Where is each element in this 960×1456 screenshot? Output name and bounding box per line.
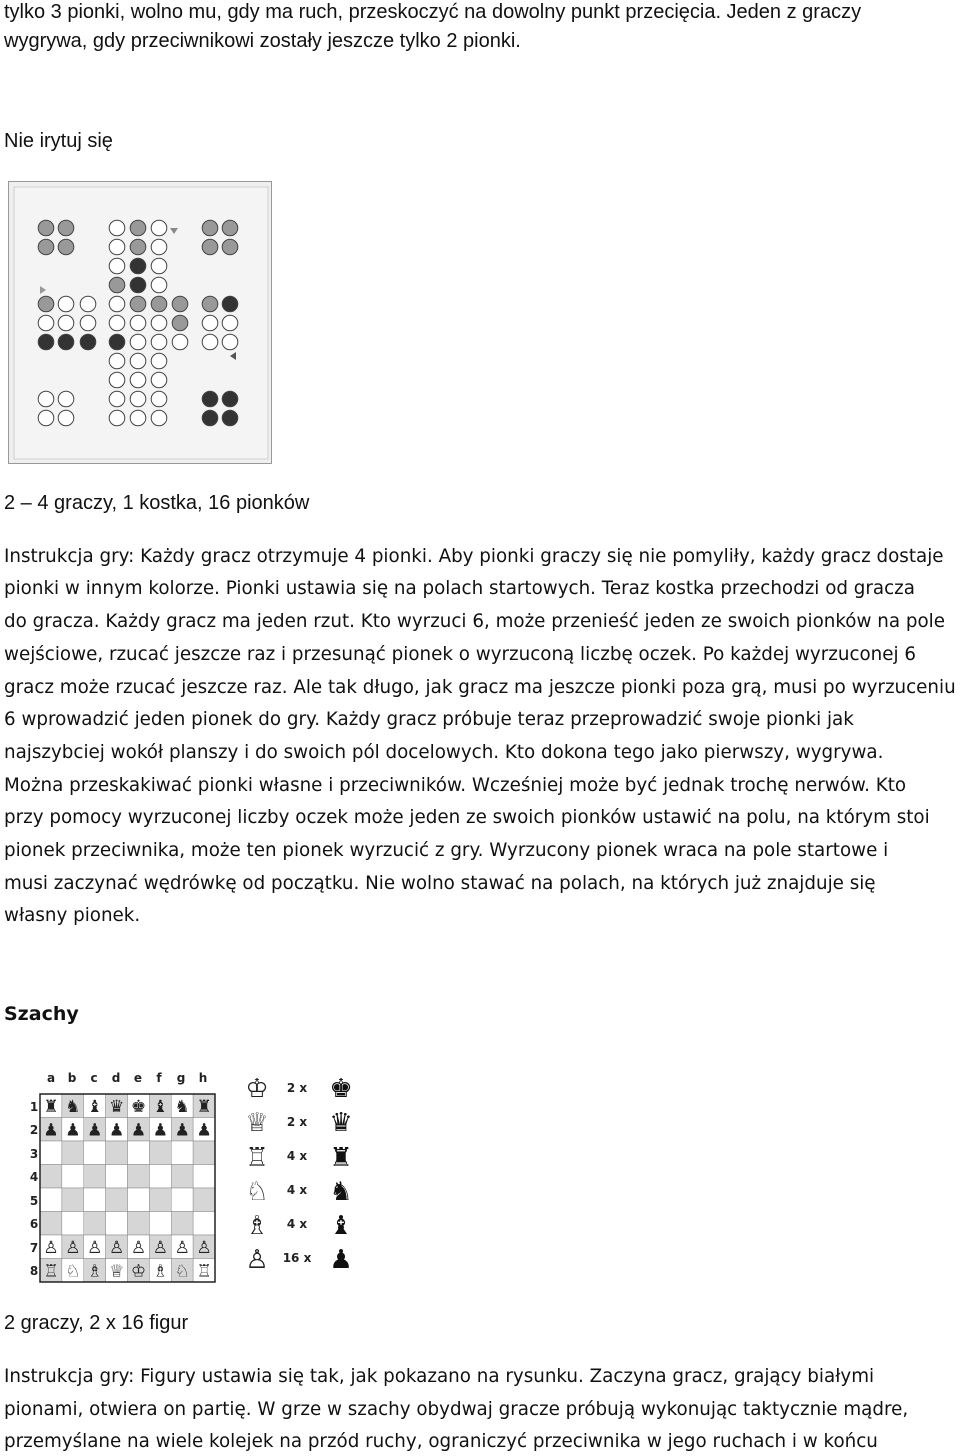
rank-label: 8 [29,1264,39,1278]
ludo-field [151,239,167,255]
ludo-field [222,334,238,350]
ludo-field [151,372,167,388]
black-pawn-icon: ♟ [87,1120,103,1141]
ludo-field [130,296,146,312]
file-label: f [156,1071,162,1085]
ludo-field [109,315,125,331]
ludo-field [109,353,125,369]
ludo-field [151,220,167,236]
ludo-field [58,239,74,255]
black-queen-icon: ♛ [329,1108,353,1138]
chess-board-figure [8,1052,382,1285]
white-rook-icon: ♖ [196,1261,212,1282]
black-knight-icon: ♞ [65,1097,81,1117]
chess-rule-line: Instrukcja gry: Figury ustawia się tak, jak pokazano na rysunku. Zaczyna gracz, grający białymi [4,1366,875,1387]
white-bishop-icon: ♗ [152,1261,168,1282]
ludo-field [130,258,146,274]
chess-meta: 2 graczy, 2 x 16 figur [4,1312,189,1334]
ludo-field [109,277,125,293]
ludo-field [151,334,167,350]
ludo-rule-line: Można przeskakiwać pionki własne i przeciwników. Wcześniej może być jednak trochę nerwów. Kto [4,775,907,796]
ludo-field [172,315,188,331]
ludo-field [38,239,54,255]
ludo-rule-line: własny pionek. [4,905,141,926]
black-pawn-icon: ♟ [65,1120,81,1141]
white-pawn-icon: ♙ [43,1238,59,1258]
black-queen-icon: ♛ [108,1097,125,1117]
ludo-field [80,315,96,331]
ludo-field [109,296,125,312]
ludo-rule-line: pionek przeciwnika, może ten pionek wyrzucić z gry. Wyrzucony pionek wraca na pole startowe i [4,840,889,861]
ludo-field [109,372,125,388]
file-label: d [111,1071,121,1085]
ludo-field [130,277,146,293]
chess-square [106,1188,128,1212]
white-pawn-icon: ♙ [65,1238,81,1258]
ludo-field [109,410,125,426]
intro-line-2: wygrywa, gdy przeciwnikowi zostały jeszcze tylko 2 pionki. [4,30,521,52]
ludo-rule-line: do gracza. Każdy gracz ma jeden rzut. Kto wyrzuci 6, może przenieść jeden ze swoich pionków na pole [4,611,945,632]
chess-square [171,1165,193,1189]
chess-square [106,1165,128,1189]
ludo-field [58,391,74,407]
white-knight-icon: ♘ [65,1261,81,1282]
file-label: b [67,1071,77,1085]
count-label: 2 x [286,1115,308,1129]
file-label: g [176,1071,186,1085]
count-label: 4 x [286,1217,308,1231]
chess-heading: Szachy [4,1003,79,1025]
black-rook-icon: ♜ [329,1143,353,1173]
rank-label: 3 [29,1147,39,1161]
chess-rule-line: przemyślane na wiele kolejek na przód ruchy, ograniczyć przeciwnika w jego ruchach i w końcu [4,1431,878,1452]
chess-square [193,1188,215,1212]
file-label: e [133,1071,143,1085]
ludo-field [38,334,54,350]
ludo-field [202,391,218,407]
black-pawn-icon: ♟ [196,1120,212,1141]
black-pawn-icon: ♟ [174,1120,190,1141]
ludo-rule-line: najszybciej wokół planszy i do swoich pól docelowych. Kto dokona tego jako pierwszy, wygrywa. [4,742,884,763]
black-pawn-icon: ♟ [152,1120,168,1141]
ludo-field [130,353,146,369]
white-knight-icon: ♘ [174,1261,190,1282]
count-label: 16 x [282,1251,312,1265]
ludo-field [109,220,125,236]
black-knight-icon: ♞ [329,1177,353,1207]
rank-label: 5 [29,1194,39,1208]
piece-legend [245,1074,352,1275]
chess-square [149,1165,171,1189]
chess-rule-line: pionami, otwiera on partię. W grze w szachy obydwaj gracze próbują wykonując taktycznie mądre, [4,1399,909,1420]
count-label: 4 x [286,1149,308,1163]
rank-label: 7 [29,1241,39,1255]
ludo-field [222,315,238,331]
chess-square [149,1188,171,1212]
ludo-field [202,410,218,426]
chess-square [62,1188,84,1212]
rank-label: 2 [29,1123,39,1137]
white-pawn-icon: ♙ [152,1238,168,1258]
ludo-field [222,296,238,312]
chess-square [128,1212,150,1236]
chess-square [149,1141,171,1165]
ludo-field [222,239,238,255]
chess-square [128,1141,150,1165]
ludo-field [130,391,146,407]
chess-square [193,1212,215,1236]
black-pawn-icon: ♟ [130,1120,147,1141]
ludo-field [58,315,74,331]
white-pawn-icon: ♙ [87,1238,103,1258]
ludo-field [130,315,146,331]
black-rook-icon: ♜ [196,1097,212,1117]
ludo-field [151,315,167,331]
ludo-field [222,220,238,236]
ludo-field [80,296,96,312]
ludo-field [172,334,188,350]
white-pawn-icon: ♙ [174,1238,190,1258]
ludo-field [202,315,218,331]
ludo-field [130,334,146,350]
ludo-field [38,410,54,426]
black-rook-icon: ♜ [43,1097,59,1117]
ludo-field [172,296,188,312]
chess-square [62,1165,84,1189]
white-pawn-icon: ♙ [245,1245,269,1275]
ludo-field [202,239,218,255]
chess-square [128,1188,150,1212]
black-pawn-icon: ♟ [108,1120,125,1141]
chess-square [62,1141,84,1165]
ludo-rule-line: Instrukcja gry: Każdy gracz otrzymuje 4 pionki. Aby pionki graczy się nie pomyliły, każdy gracz dostaje [4,546,944,567]
white-king-icon: ♔ [245,1074,269,1104]
rank-label: 1 [29,1100,39,1114]
rank-label: 6 [29,1217,39,1231]
ludo-rule-line: pionki w innym kolorze. Pionki ustawia się na polach startowych. Teraz kostka przechodzi od gracza [4,578,915,599]
chess-square [40,1188,62,1212]
ludo-field [38,220,54,236]
white-pawn-icon: ♙ [130,1238,147,1258]
ludo-field [109,334,125,350]
ludo-board-figure [8,181,274,465]
white-rook-icon: ♖ [43,1261,59,1282]
ludo-field [222,391,238,407]
chess-square [40,1212,62,1236]
ludo-field [202,296,218,312]
black-bishop-icon: ♝ [152,1097,168,1117]
ludo-rule-line: wejściowe, rzucać jeszcze raz i przesunąć pionek o wyrzuconą liczbę oczek. Po każdej wyrzuconej 6 [4,644,917,665]
chess-square [193,1165,215,1189]
ludo-rule-line: gracz może rzucać jeszcze raz. Ale tak długo, jak gracz ma jeszcze pionki poza grą, musi po wyrzuceniu [4,677,956,698]
count-label: 4 x [286,1183,308,1197]
rank-label: 4 [29,1170,39,1184]
white-bishop-icon: ♗ [87,1261,103,1282]
chess-square [84,1165,106,1189]
chess-square [106,1212,128,1236]
ludo-field [222,410,238,426]
ludo-field [80,334,96,350]
chess-square [84,1141,106,1165]
black-bishop-icon: ♝ [87,1097,103,1117]
file-label: h [198,1071,208,1085]
ludo-rule-line: musi zaczynać wędrówkę od początku. Nie wolno stawać na polach, na których już znajduje się [4,873,876,894]
ludo-field [38,391,54,407]
ludo-field [58,334,74,350]
ludo-field [58,296,74,312]
chess-square [171,1212,193,1236]
ludo-field [151,353,167,369]
ludo-rule-line: 6 wprowadzić jeden pionek do gry. Każdy gracz próbuje teraz przeprowadzić swoje pionki jak [4,709,854,730]
ludo-field [151,258,167,274]
ludo-field [58,220,74,236]
ludo-field [202,220,218,236]
ludo-rule-line: przy pomocy wyrzuconej liczby oczek może jeden ze swoich pionków ustawić na polu, na którym stoi [4,807,930,828]
black-pawn-icon: ♟ [329,1245,353,1275]
chess-square [84,1188,106,1212]
ludo-field [38,315,54,331]
chess-square [128,1165,150,1189]
rank-labels [30,1100,38,1278]
chess-square [106,1141,128,1165]
white-rook-icon: ♖ [245,1143,269,1173]
ludo-field [202,334,218,350]
ludo-field [109,239,125,255]
white-bishop-icon: ♗ [245,1211,269,1241]
white-king-icon: ♔ [130,1261,147,1282]
black-bishop-icon: ♝ [329,1211,353,1241]
ludo-field [38,296,54,312]
chess-square [40,1165,62,1189]
count-label: 2 x [286,1081,308,1095]
intro-line-1: tylko 3 pionki, wolno mu, gdy ma ruch, przeskoczyć na dowolny punkt przecięcia. Jeden z graczy [4,1,862,23]
black-king-icon: ♚ [329,1074,353,1104]
ludo-field [130,239,146,255]
ludo-meta: 2 – 4 graczy, 1 kostka, 16 pionków [4,492,310,514]
white-queen-icon: ♕ [108,1261,125,1282]
ludo-field [58,410,74,426]
black-king-icon: ♚ [130,1097,147,1117]
black-knight-icon: ♞ [174,1097,190,1117]
ludo-field [151,296,167,312]
chess-square [84,1212,106,1236]
file-label: a [46,1071,56,1085]
ludo-field [130,220,146,236]
ludo-field [109,258,125,274]
chess-square [171,1188,193,1212]
white-pawn-icon: ♙ [108,1238,125,1258]
ludo-field [130,410,146,426]
ludo-field [130,372,146,388]
chess-square [149,1212,171,1236]
chess-square [40,1141,62,1165]
chess-square [171,1141,193,1165]
chess-square [62,1212,84,1236]
ludo-field [151,410,167,426]
ludo-heading: Nie irytuj się [4,130,113,152]
file-labels [47,1071,207,1085]
chess-square [193,1141,215,1165]
white-knight-icon: ♘ [245,1177,269,1207]
ludo-field [151,277,167,293]
white-pawn-icon: ♙ [196,1238,212,1258]
file-label: c [90,1071,98,1085]
white-queen-icon: ♕ [245,1108,269,1138]
black-pawn-icon: ♟ [43,1120,59,1141]
ludo-field [151,391,167,407]
ludo-field [109,391,125,407]
